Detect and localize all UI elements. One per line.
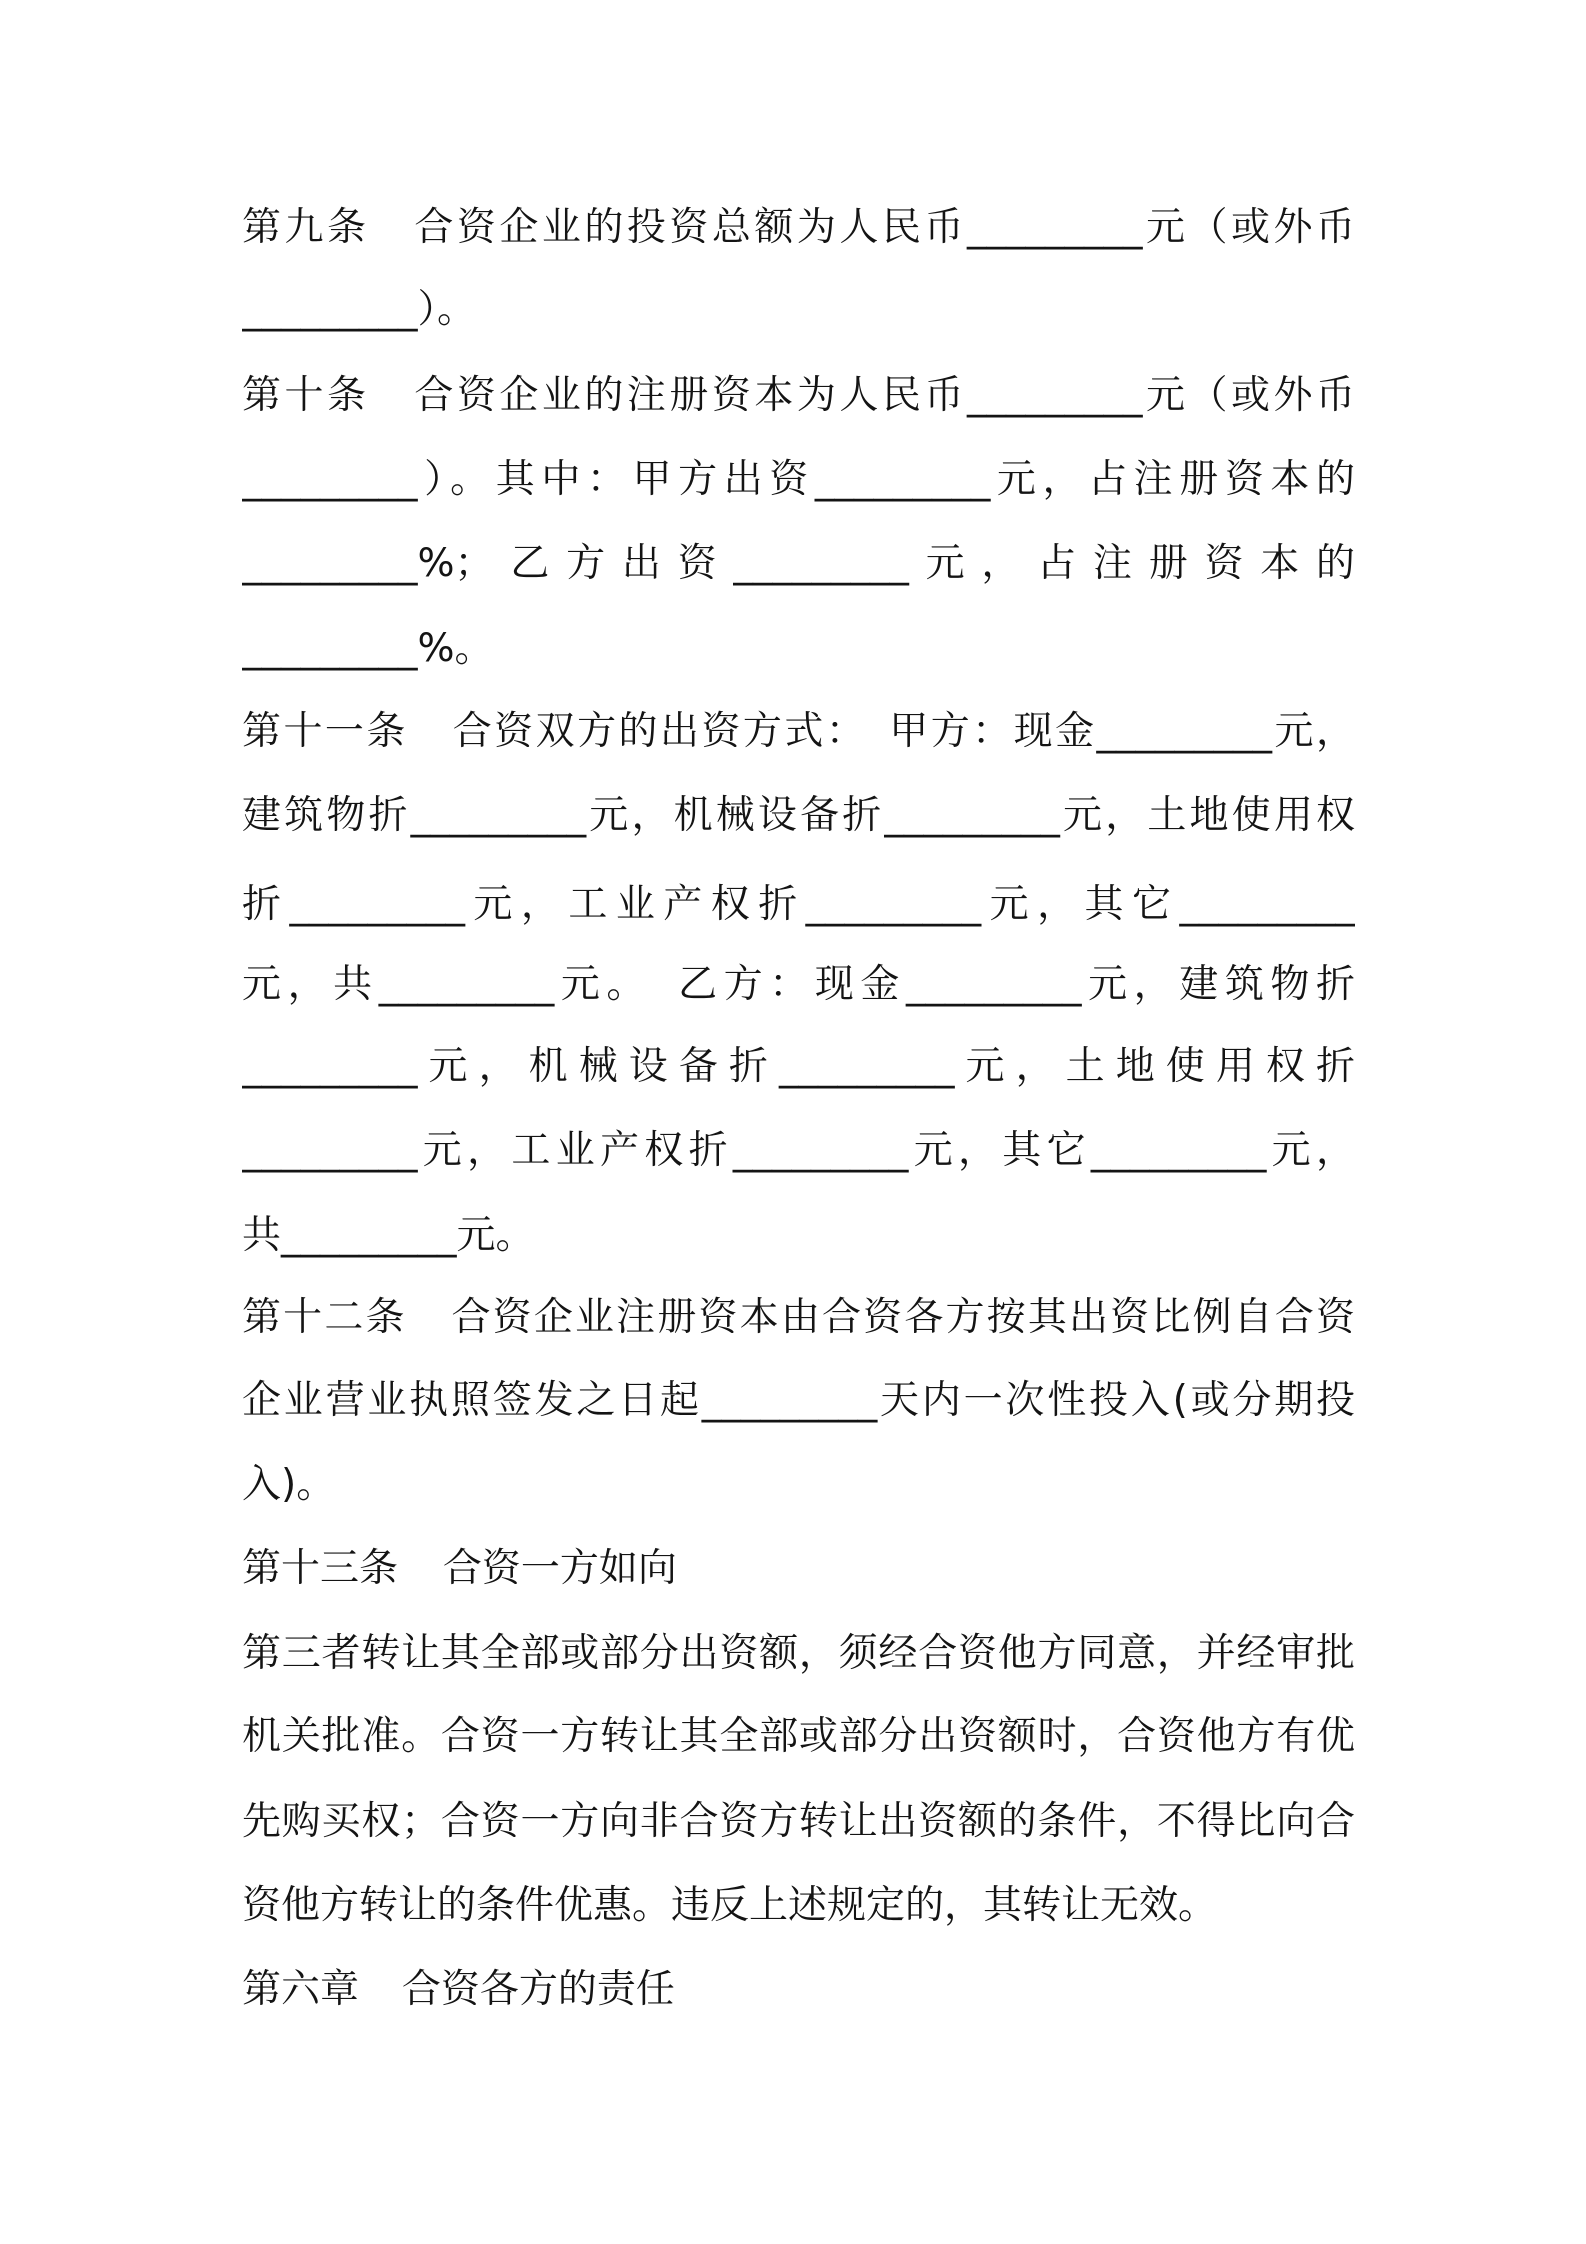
- article-12-line-3: 入)。: [242, 1462, 336, 1507]
- article-number: 第十三条: [242, 1546, 399, 1591]
- article-12-line-1: [242, 1288, 1355, 1348]
- article-10-line-4: _________%。: [242, 626, 494, 671]
- article-12-line-2: 企业营业执照签发之日起_________天内一次性投入(或分期投: [242, 1378, 1355, 1423]
- article-number: 第九条: [242, 205, 370, 250]
- article-text: 合资双方的出资方式： 甲方：现金_________元，: [452, 709, 1355, 754]
- article-13-line-2: 第三者转让其全部或部分出资额，须经合资他方同意，并经审批: [242, 1631, 1355, 1676]
- article-11-line-6: _________元，工业产权折_________元，其它_________元，: [242, 1128, 1355, 1173]
- article-13-line-3: 机关批准。合资一方转让其全部或部分出资额时，合资他方有优: [242, 1714, 1355, 1759]
- article-number: 第十一条: [242, 709, 408, 754]
- article-10-line-1: [242, 366, 1355, 426]
- article-text: 合资企业的注册资本为人民币_________元（或外币: [414, 373, 1355, 418]
- chapter-heading: [242, 1960, 1355, 2020]
- article-text: 合资企业的投资总额为人民币_________元（或外币: [414, 205, 1355, 250]
- chapter-number: 第六章: [242, 1967, 360, 2012]
- article-13-line-5: 资他方转让的条件优惠。违反上述规定的，其转让无效。: [242, 1883, 1218, 1928]
- article-text: 合资一方如向: [442, 1546, 677, 1591]
- article-11-line-1: [242, 702, 1355, 762]
- article-13-line-1: [242, 1539, 1355, 1599]
- article-13-line-4: 先购买权；合资一方向非合资方转让出资额的条件，不得比向合: [242, 1799, 1355, 1844]
- article-11-line-2: 建筑物折_________元，机械设备折_________元，土地使用权: [242, 793, 1355, 838]
- article-text: 合资企业注册资本由合资各方按其出资比例自合资: [451, 1295, 1355, 1340]
- article-11-line-3: 折_________元，工业产权折_________元，其它_________: [242, 882, 1355, 927]
- article-11-line-5: _________元，机械设备折_________元，土地使用权折: [242, 1044, 1355, 1089]
- article-number: 第十条: [242, 373, 370, 418]
- article-9-line-1: [242, 198, 1355, 258]
- article-10-line-3: _________%；乙方出资_________元，占注册资本的: [242, 541, 1355, 586]
- article-9-line-2: _________）。: [242, 287, 477, 332]
- article-number: 第十二条: [242, 1295, 407, 1340]
- article-11-line-4: 元，共_________元。 乙方：现金_________元，建筑物折: [242, 962, 1355, 1007]
- chapter-title: 合资各方的责任: [401, 1967, 675, 2012]
- article-11-line-7: 共_________元。: [242, 1213, 535, 1258]
- article-10-line-2: _________）。其中：甲方出资_________元，占注册资本的: [242, 457, 1355, 502]
